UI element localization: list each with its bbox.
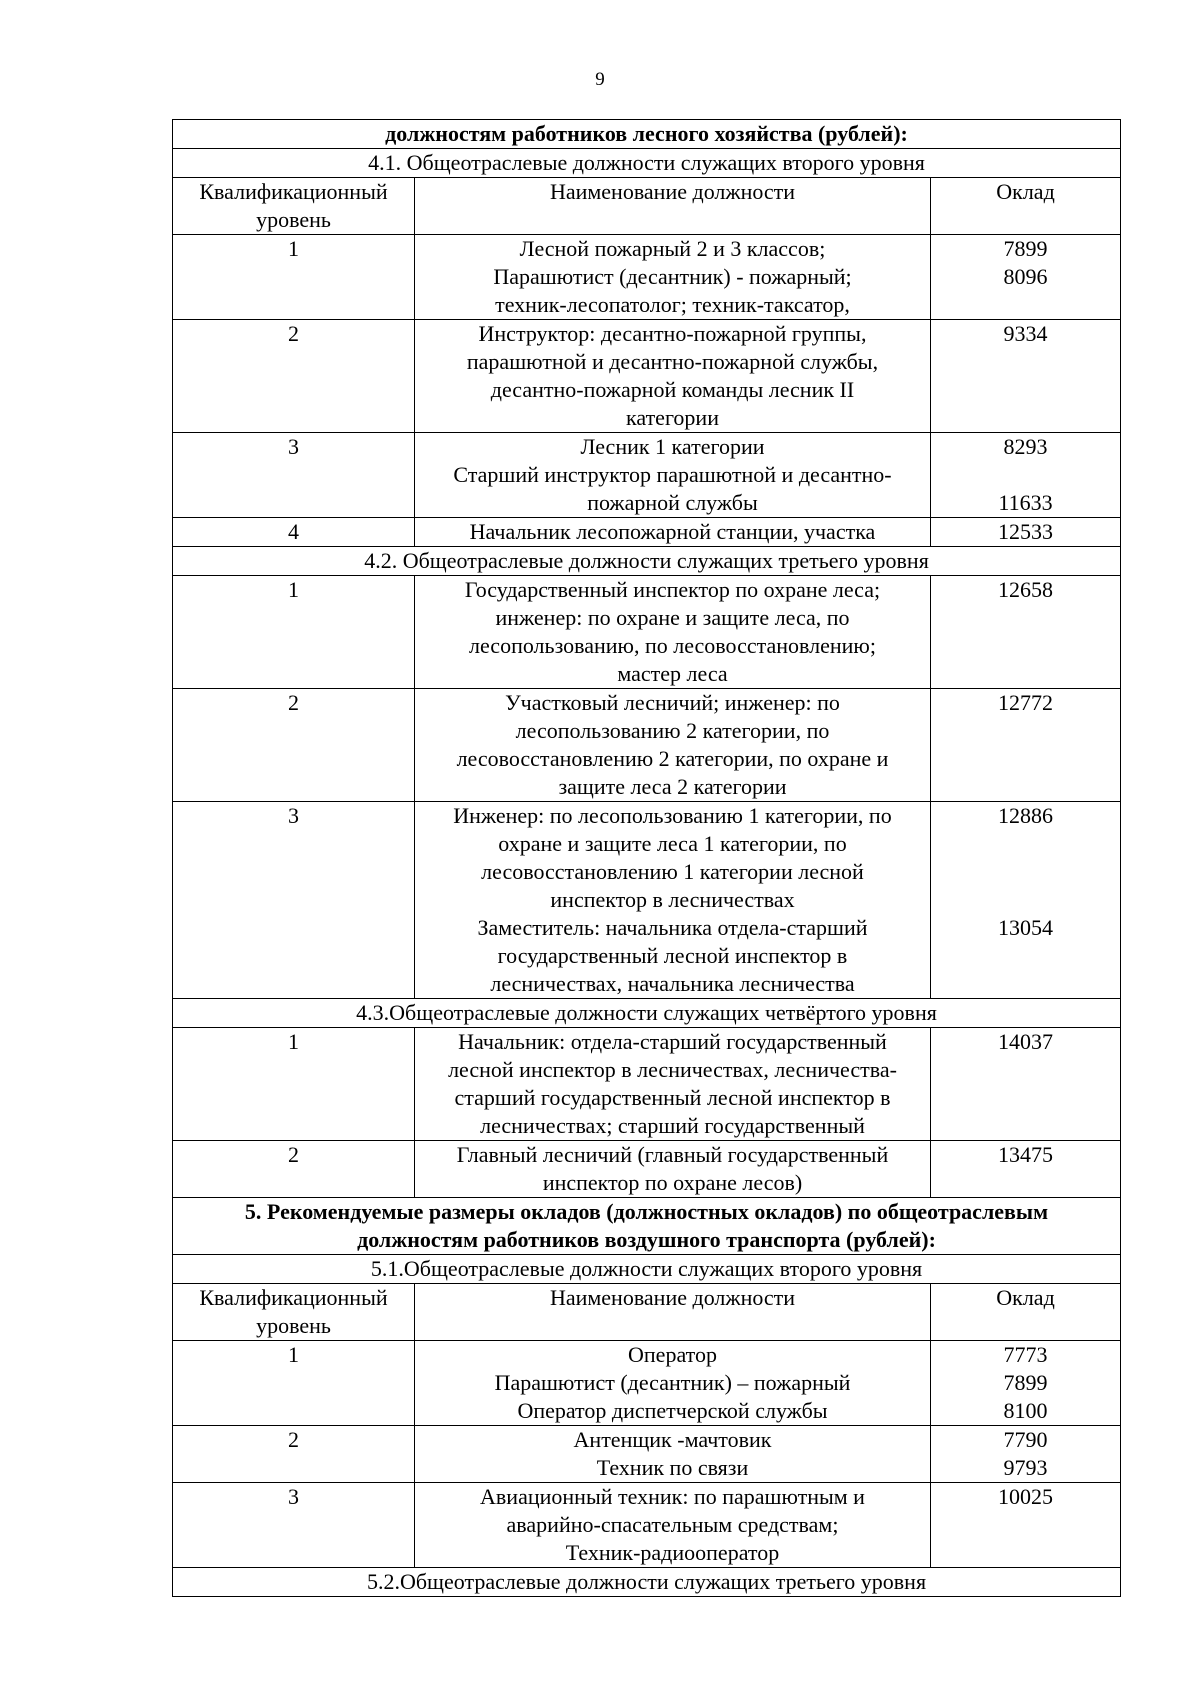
table-row (173, 1483, 1121, 1568)
subsection-title-row (173, 1568, 1121, 1597)
table-row (173, 689, 1121, 802)
level-cell: 2 (173, 689, 415, 802)
salary-table (172, 119, 1121, 1597)
salary-cell: 7899 8096 (931, 235, 1121, 320)
table-row (173, 576, 1121, 689)
position-cell: Инструктор: десантно-пожарной группы, парашютной и десантно-пожарной службы, десантно-пожарной команды лесник II категории (415, 320, 931, 433)
table-row (173, 1028, 1121, 1141)
position-cell: Начальник: отдела-старший государственный лесной инспектор в лесничествах, лесничества- старший государственный лесной инспектор в лесничествах; старший государственный (415, 1028, 931, 1141)
salary-cell: 7790 9793 (931, 1426, 1121, 1483)
level-cell: 4 (173, 518, 415, 547)
table-row (173, 433, 1121, 518)
level-cell: 1 (173, 1028, 415, 1141)
level-cell: 3 (173, 802, 415, 999)
position-cell: Антенщик -мачтовик Техник по связи (415, 1426, 931, 1483)
header-level: Квалификационный уровень (173, 178, 415, 235)
position-cell: Лесной пожарный 2 и 3 классов; Парашютист (десантник) - пожарный; техник-лесопатолог; техник-таксатор, (415, 235, 931, 320)
table-row (173, 235, 1121, 320)
header-level: Квалификационный уровень (173, 1284, 415, 1341)
position-cell: Авиационный техник: по парашютным и аварийно-спасательным средствам; Техник-радиооператор (415, 1483, 931, 1568)
subsection-title-row (173, 1255, 1121, 1284)
level-cell: 1 (173, 576, 415, 689)
subsection-title-row (173, 999, 1121, 1028)
salary-cell: 12658 (931, 576, 1121, 689)
table-row (173, 1341, 1121, 1426)
subsection-title-row (173, 547, 1121, 576)
column-header-row (173, 178, 1121, 235)
salary-cell: 12886 13054 (931, 802, 1121, 999)
header-salary: Оклад (931, 178, 1121, 235)
subsection-title: 5.2.Общеотраслевые должности служащих третьего уровня (173, 1568, 1121, 1597)
position-cell: Участковый лесничий; инженер: по лесопользованию 2 категории, по лесовосстановлению 2 категории, по охране и защите леса 2 категории (415, 689, 931, 802)
header-position: Наименование должности (415, 1284, 931, 1341)
salary-cell: 12772 (931, 689, 1121, 802)
level-cell: 1 (173, 235, 415, 320)
salary-cell: 8293 11633 (931, 433, 1121, 518)
level-cell: 2 (173, 1426, 415, 1483)
position-cell: Оператор Парашютист (десантник) – пожарный Оператор диспетчерской службы (415, 1341, 931, 1426)
salary-cell: 14037 (931, 1028, 1121, 1141)
table-row (173, 518, 1121, 547)
position-cell: Лесник 1 категории Старший инструктор парашютной и десантно- пожарной службы (415, 433, 931, 518)
subsection-title: 4.3.Общеотраслевые должности служащих четвёртого уровня (173, 999, 1121, 1028)
header-salary: Оклад (931, 1284, 1121, 1341)
salary-cell: 13475 (931, 1141, 1121, 1198)
table-row (173, 1426, 1121, 1483)
header-position: Наименование должности (415, 178, 931, 235)
position-cell: Начальник лесопожарной станции, участка (415, 518, 931, 547)
position-cell: Инженер: по лесопользованию 1 категории, по охране и защите леса 1 категории, по лесовосстановлению 1 категории лесной инспектор в лесничествах Заместитель: начальника отдела-старший государственный лесной инспектор в лесничествах, начальника лесничества (415, 802, 931, 999)
salary-cell: 10025 (931, 1483, 1121, 1568)
position-cell: Государственный инспектор по охране леса; инженер: по охране и защите леса, по лесопользованию, по лесовосстановлению; мастер леса (415, 576, 931, 689)
level-cell: 2 (173, 1141, 415, 1198)
subsection-title-row (173, 149, 1121, 178)
salary-cell: 9334 (931, 320, 1121, 433)
subsection-title: 5.1.Общеотраслевые должности служащих второго уровня (173, 1255, 1121, 1284)
salary-cell: 12533 (931, 518, 1121, 547)
level-cell: 3 (173, 1483, 415, 1568)
level-cell: 2 (173, 320, 415, 433)
column-header-row (173, 1284, 1121, 1341)
section-title-row (173, 1198, 1121, 1255)
salary-cell: 7773 7899 8100 (931, 1341, 1121, 1426)
level-cell: 1 (173, 1341, 415, 1426)
position-cell: Главный лесничий (главный государственный инспектор по охране лесов) (415, 1141, 931, 1198)
subsection-title: 4.1. Общеотраслевые должности служащих второго уровня (173, 149, 1121, 178)
level-cell: 3 (173, 433, 415, 518)
subsection-title: 4.2. Общеотраслевые должности служащих третьего уровня (173, 547, 1121, 576)
table-row (173, 320, 1121, 433)
page-number: 9 (595, 69, 605, 90)
table-row (173, 1141, 1121, 1198)
section-title: 5. Рекомендуемые размеры окладов (должностных окладов) по общеотраслевым должностям работников воздушного транспорта (рублей): (173, 1198, 1121, 1255)
section-title: должностям работников лесного хозяйства (рублей): (173, 120, 1121, 149)
table-row (173, 802, 1121, 999)
section-title-row (173, 120, 1121, 149)
